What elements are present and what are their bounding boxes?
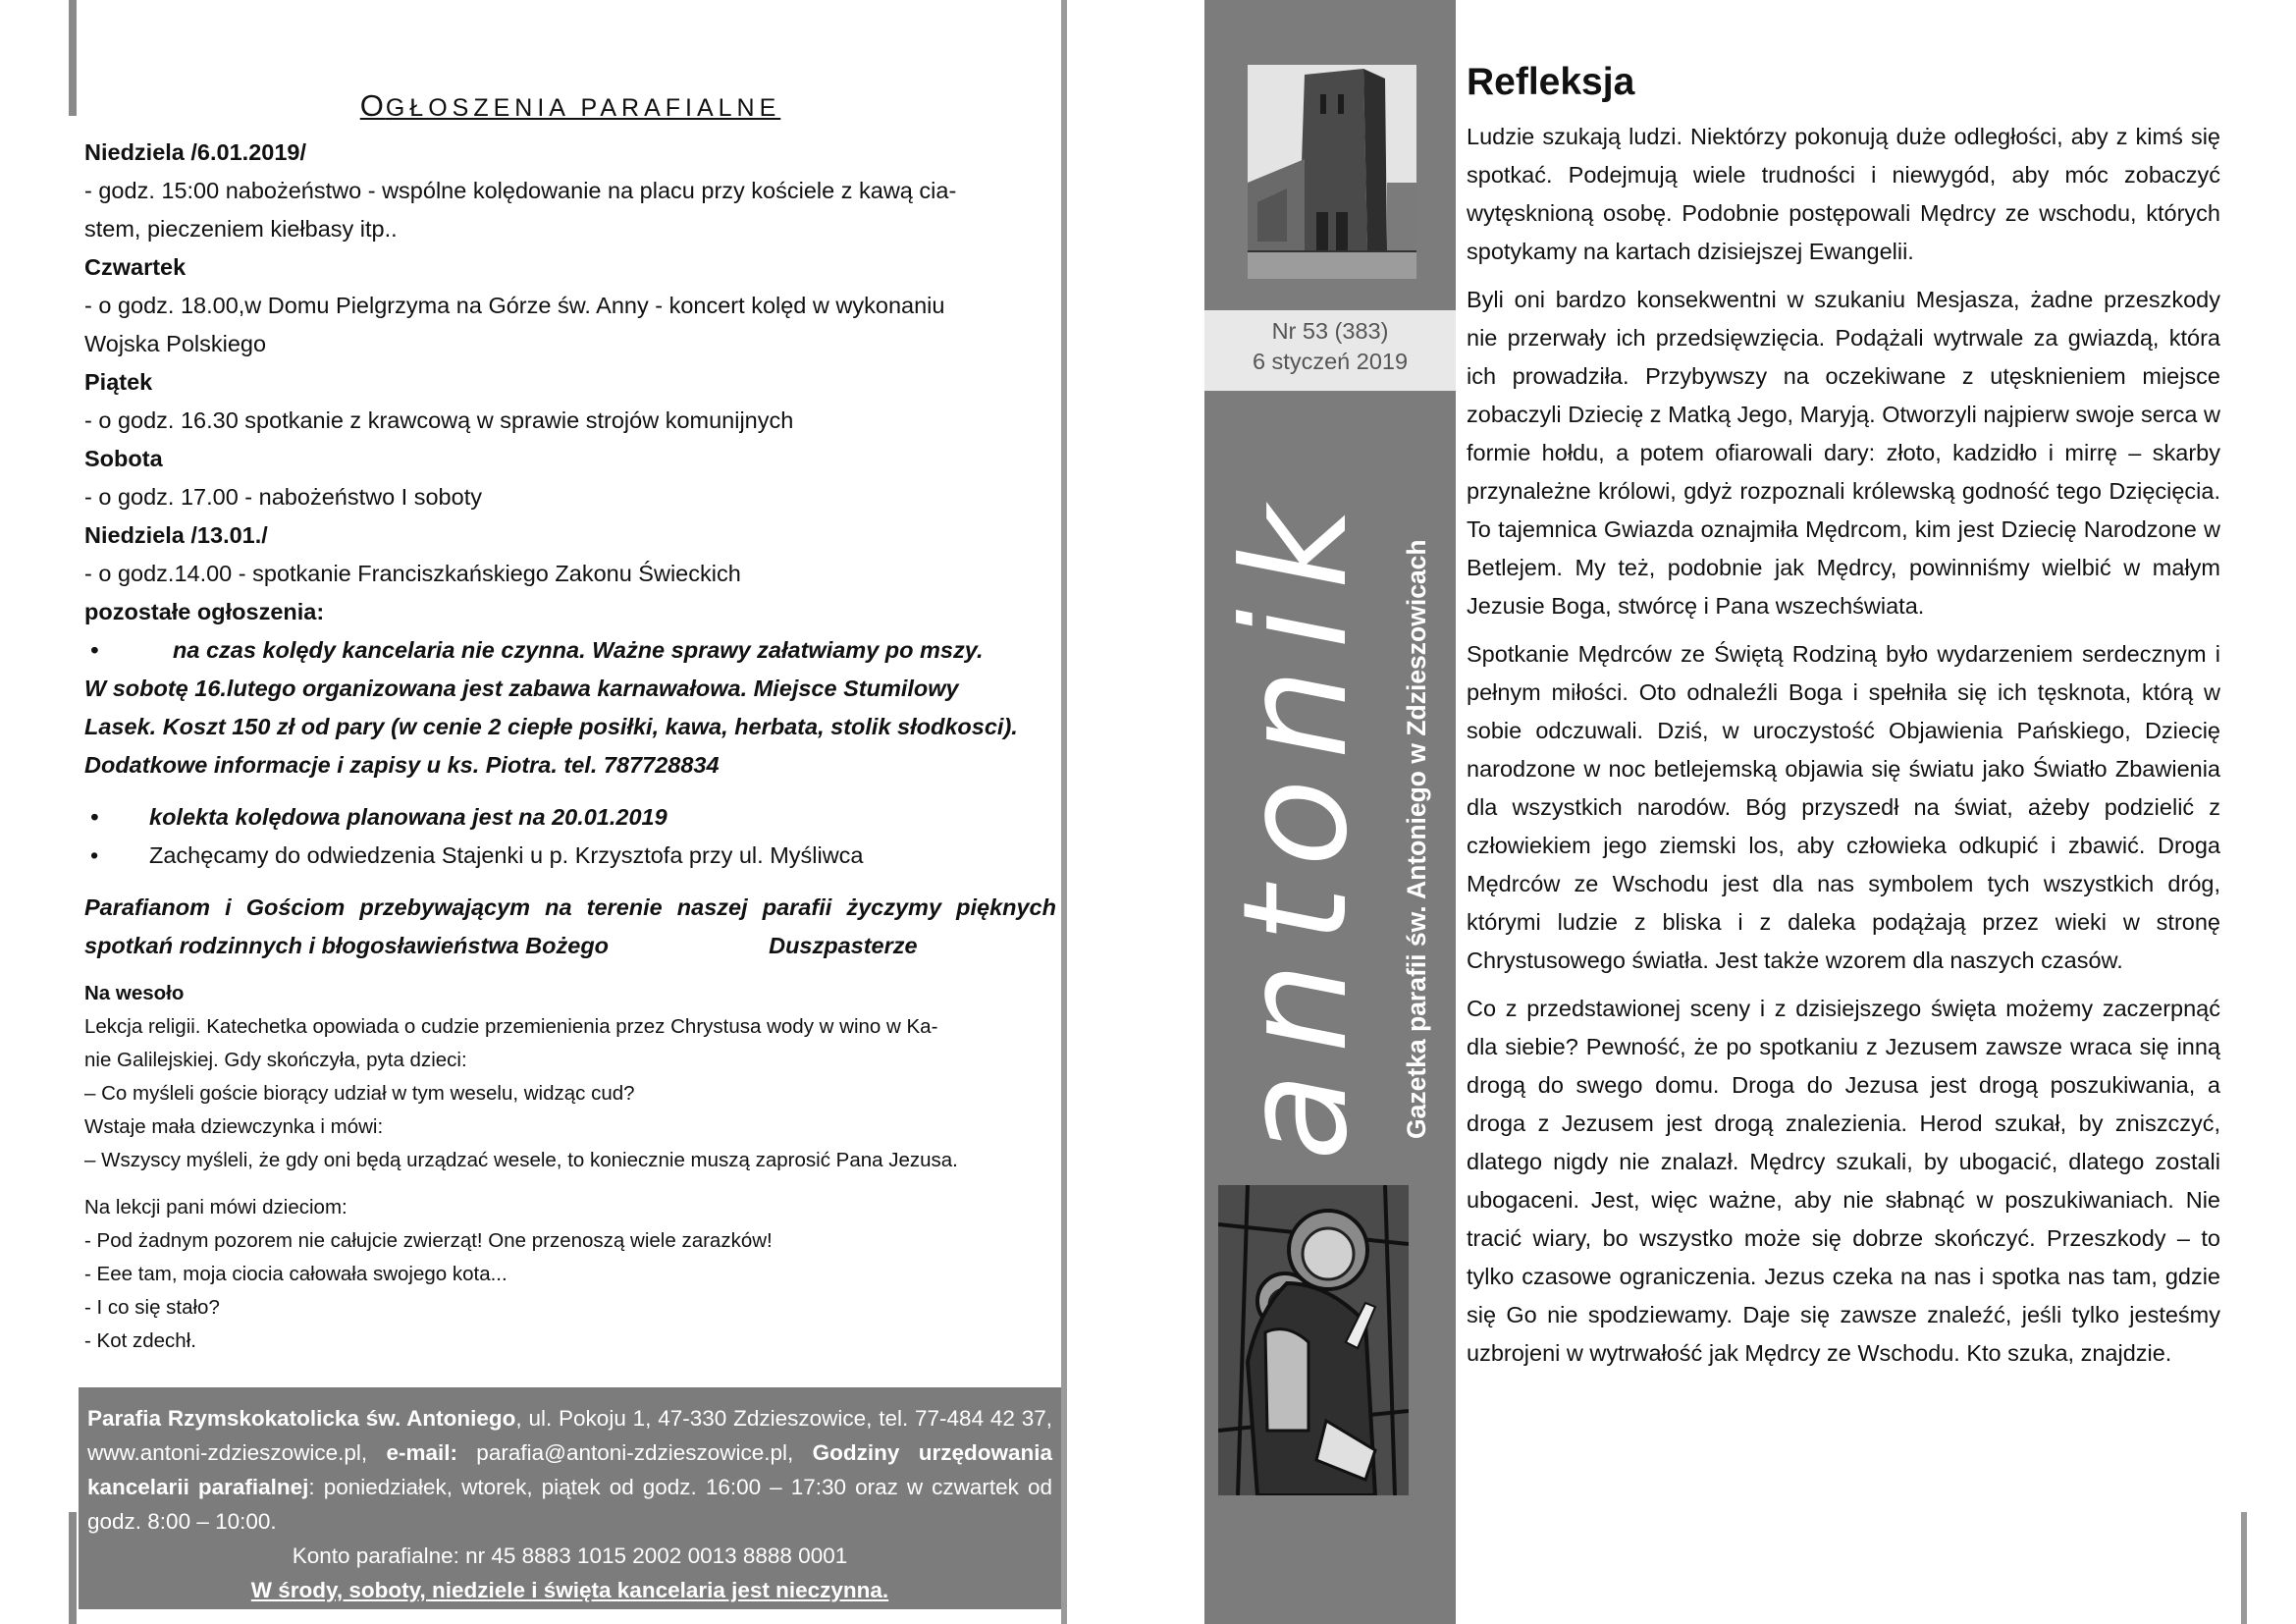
bullet-item: • Zachęcamy do odwiedzenia Stajenki u p. Krzysztofa przy ul. Myśliwca — [84, 837, 1056, 875]
announcement-line: - o godz. 18.00,w Domu Pielgrzyma na Górze św. Anny - koncert kolęd w wykonaniu — [84, 293, 945, 318]
joke-line: - Pod żadnym pozorem nie całujcie zwierząt! One przenoszą wiele zarazków! — [84, 1229, 773, 1252]
announcement-line: - o godz. 17.00 - nabożeństwo I soboty — [84, 484, 482, 510]
issue-date: 6 styczeń 2019 — [1252, 349, 1409, 374]
bullet-item: • kolekta kolędowa planowana jest na 20.01.2019 — [84, 798, 1056, 837]
day-heading: Czwartek — [84, 254, 187, 280]
reflection-paragraph: Co z przedstawionej sceny i z dzisiejszego święta możemy zaczerpnąć dla siebie? Pewność, że po spotkaniu z Jezusem zawsze wraca się inną drogą do swego domu. Droga do Jezusa jest drogą poszukiwania, a droga z Jezusem jest drogą znalezienia. Herod szukał, by zniszczyć, dlatego nigdy nie znalazł. Mędrcy szukali, by ubogacić, dlatego zostali ubogaceni. Jest, więc ważne, aby nie słabnąć w poszukiwaniach. Nie tracić wiary, bo wszystko może się dobrze skończyć. Przeszkody – to tylko czasowe ograniczenia. Jezus czeka na nas i spotka nas tam, gdzie się Go nie spodziewamy. Daje się zawsze znaleźć, jeśli tylko jesteśmy uzbrojeni w wytrwałość jak Mędrcy ze Wschodu. Kto szuka, znajdzie. — [1467, 996, 2220, 1366]
masthead-subtitle: Gazetka parafii św. Antoniego w Zdzieszowicach — [1402, 539, 1431, 1139]
announcement-line: stem, pieczeniem kiełbasy itp.. — [84, 216, 398, 242]
left-edge-bar-top — [69, 0, 77, 116]
joke-line: - Kot zdechł. — [84, 1329, 196, 1352]
issue-number: Nr 53 (383) — [1271, 318, 1389, 344]
day-heading: Piątek — [84, 369, 153, 395]
left-edge-bar-bottom — [69, 1512, 77, 1624]
joke-line: Lekcja religii. Katechetka opowiada o cudzie przemienienia przez Chrystusa wody w wino w Ka- — [84, 1015, 938, 1038]
church-photo — [1248, 65, 1416, 279]
day-heading: Niedziela /6.01.2019/ — [84, 139, 307, 165]
carnival-line: Dodatkowe informacje i zapisy u ks. Piotra. tel. 787728834 — [84, 752, 720, 778]
reflection-heading: Refleksja — [1467, 61, 1635, 103]
bullet-item: • na czas kolędy kancelaria nie czynna. Ważne sprawy załatwiamy po mszy. — [84, 631, 1056, 670]
center-fold-line — [1061, 0, 1067, 1624]
office-closed-note: W środy, soboty, niedziele i święta kancelaria jest nieczynna. — [250, 1578, 889, 1602]
bullet-icon: • — [90, 804, 99, 830]
joke-line: - I co się stało? — [84, 1296, 220, 1319]
contact-info: Parafia Rzymskokatolicka św. Antoniego, ul. Pokoju 1, 47-330 Zdzieszowice, tel. 77-484 42 37, www.antoni-zdzieszowice.pl, e-mail: parafia@antoni-zdzieszowice.pl, Godziny urzędowania kancelarii parafialnej: poniedziałek, wtorek, piątek od godz. 16:00 – 17:30 oraz w czwartek od godz. 8:00 – 10:00. — [87, 1406, 1053, 1534]
day-heading: Sobota — [84, 446, 163, 471]
carnival-line: W sobotę 16.lutego organizowana jest zabawa karnawałowa. Miejsce Stumilowy — [84, 676, 959, 701]
announcement-line: - godz. 15:00 nabożeństwo - wspólne kolędowanie na placu przy kościele z kawą cia- — [84, 178, 957, 203]
parish-contact-box — [79, 1387, 1061, 1609]
issue-info — [1204, 310, 1456, 391]
reflection-page — [1467, 61, 2220, 1382]
joke-line: - Eee tam, moja ciocia całowała swojego kota... — [84, 1263, 507, 1285]
joke-line: Wstaje mała dziewczynka i mówi: — [84, 1115, 384, 1138]
joke-line: – Co myśleli goście biorący udział w tym weselu, widząc cud? — [84, 1082, 635, 1105]
right-edge-bar — [2241, 1512, 2247, 1624]
day-heading: Niedziela /13.01./ — [84, 522, 268, 548]
joke-line: Na lekcji pani mówi dzieciom: — [84, 1196, 347, 1218]
wishes-signature: Duszpasterze — [769, 933, 918, 958]
masthead-title: antonik — [1219, 486, 1379, 1161]
announcements-page — [84, 84, 1056, 1358]
announcement-line: - o godz.14.00 - spotkanie Franciszkańskiego Zakonu Świeckich — [84, 561, 741, 586]
joke-line: nie Galilejskiej. Gdy skończyła, pyta dzieci: — [84, 1049, 467, 1071]
announcement-line: Wojska Polskiego — [84, 331, 267, 356]
church-icon — [1248, 65, 1416, 279]
announcement-line: - o godz. 16.30 spotkanie z krawcową w sprawie strojów komunijnych — [84, 407, 794, 433]
reflection-paragraph: Ludzie szukają ludzi. Niektórzy pokonują duże odległości, aby z kimś się spotkać. Podejmują wiele trudności i niewygód, aby móc zobaczyć wytęsknioną osobę. Podobnie postępowali Mędrcy ze wschodu, których spotykamy na kartach dzisiejszej Ewangelii. — [1467, 124, 2220, 264]
other-announcements-heading: pozostałe ogłoszenia: — [84, 599, 325, 624]
bullet-icon: • — [90, 637, 99, 663]
reflection-paragraph: Byli oni bardzo konsekwentni w szukaniu Mesjasza, żadne przeszkody nie przerwały ich przedsięwzięcia. Podążali wytrwale za gwiazdą, która ich prowadziła. Przybywszy na oczekiwane z utęsknieniem miejsce zobaczyli Dziecię z Matką Jego, Maryją. Otworzyli najpierw swoje serca w formie hołdu, a potem ofiarowali dary: złoto, kadzidło i mirrę – skarby przynależne królowi, gdyż rozpoznali królewską godność tego Dzięcięcia. To tajemnica Gwiazda oznajmiła Mędrcom, kim jest Dziecię Narodzone w Betlejem. My też, podobnie jak Mędrcy, powinniśmy wielbić w małym Jezusie Boga, stwórcę i Pana wszechświata. — [1467, 287, 2220, 619]
masthead-title-svg — [1219, 412, 1451, 1168]
stained-glass-image — [1218, 1185, 1409, 1495]
bank-account: Konto parafialne: nr 45 8883 1015 2002 0013 8888 0001 — [292, 1543, 848, 1568]
stained-glass-icon — [1218, 1185, 1409, 1495]
bullet-icon: • — [90, 842, 99, 868]
announcements-title: OGŁOSZENIA PARAFIALNE — [359, 88, 781, 123]
masthead-title-area — [1219, 412, 1451, 1168]
reflection-paragraph: Spotkanie Mędrców ze Świętą Rodziną było wydarzeniem serdecznym i pełnym miłości. Oto odnaleźli Boga i spełniła się ich tęsknota, którą w sobie odczuwali. Dziś, w uroczystość Objawienia Pańskiego, Dziecię narodzone w noc betlejemską objawia się światu jako Światło Zbawienia dla wszystkich narodów. Bóg przyszedł na świat, ażeby podzielić z człowiekiem jego ziemski los, aby człowieka odkupić i zbawić. Droga Mędrców ze Wschodu jest dla nas symbolem tych wszystkich dróg, którymi ludzie z bliska i z daleka podążają przez wieki w stronę Chrystusowego światła. Jest także wzorem dla naszych czasów. — [1467, 641, 2220, 973]
humor-title: Na wesoło — [84, 982, 185, 1004]
carnival-line: Lasek. Koszt 150 zł od pary (w cenie 2 ciepłe posiłki, kawa, herbata, stolik słodkosci). — [84, 714, 1018, 739]
joke-line: – Wszyscy myśleli, że gdy oni będą urządzać wesele, to koniecznie muszą zaprosić Pana Jezusa. — [84, 1149, 958, 1171]
wishes-text: Parafianom i Gościom przebywającym na terenie naszej parafii życzymy pięknych spotkań rodzinnych i błogosławieństwa Bożego Duszpasterze — [84, 894, 1056, 958]
